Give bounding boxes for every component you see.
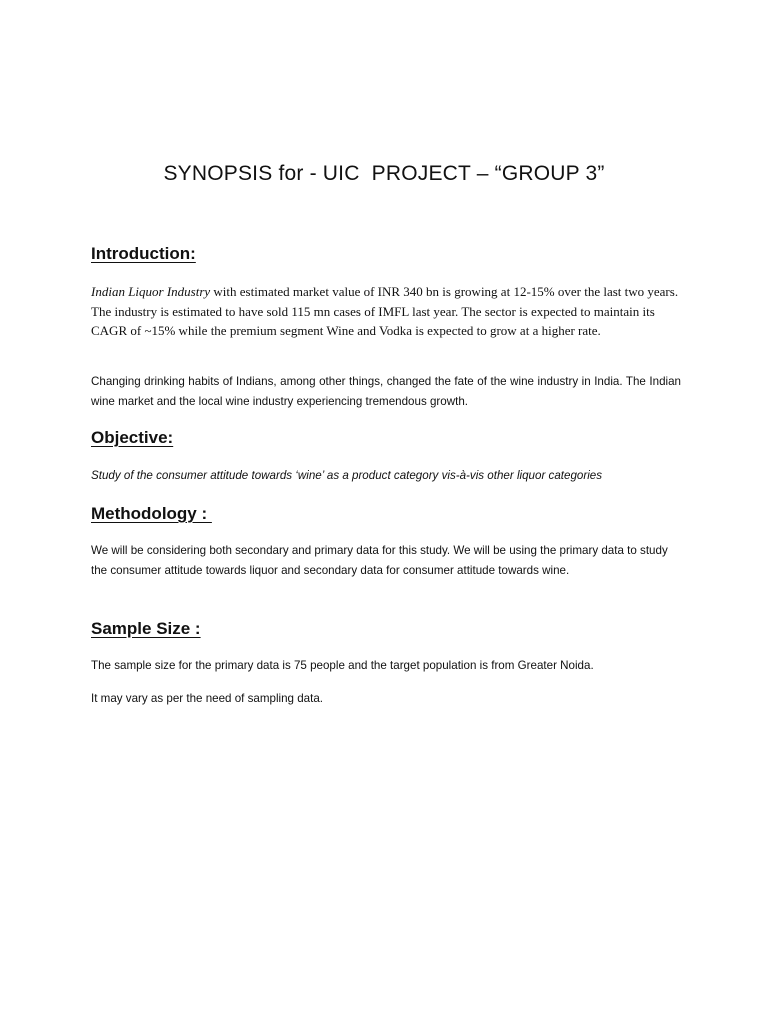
methodology-heading: Methodology : xyxy=(91,504,212,523)
introduction-paragraph-1-text: with estimated market value of INR 340 bn is growing at 12-15% over the last two years. The industry is estimated to have sold 115 mn cases of IMFL last year. The sector is expected to maintain its CAGR of ~15% while the premium segment Wine and Vodka is expected to grow at a higher rate. xyxy=(91,284,679,338)
introduction-industry-name: Indian Liquor Industry xyxy=(91,284,211,299)
introduction-paragraph-1 xyxy=(91,282,683,341)
objective-text: Study of the consumer attitude towards ‘wine’ as a product category vis-à-vis other liquor categories xyxy=(91,469,603,482)
methodology-text: We will be considering both secondary and primary data for this study. We will be using the primary data to study the consumer attitude towards liquor and secondary data for consumer attitude towards wine. xyxy=(91,544,668,577)
document-title: SYNOPSIS for - UIC PROJECT – “GROUP 3” xyxy=(163,162,605,185)
sample-size-heading: Sample Size : xyxy=(91,619,201,638)
objective-heading: Objective: xyxy=(91,428,174,447)
sample-size-text-1: The sample size for the primary data is 75 people and the target population is from Greater Noida. xyxy=(91,659,594,672)
introduction-heading: Introduction: xyxy=(91,244,196,263)
introduction-paragraph-2: Changing drinking habits of Indians, among other things, changed the fate of the wine industry in India. The Indian wine market and the local wine industry experiencing tremendous growth. xyxy=(91,375,681,408)
sample-size-text-2: It may vary as per the need of sampling data. xyxy=(91,692,323,705)
